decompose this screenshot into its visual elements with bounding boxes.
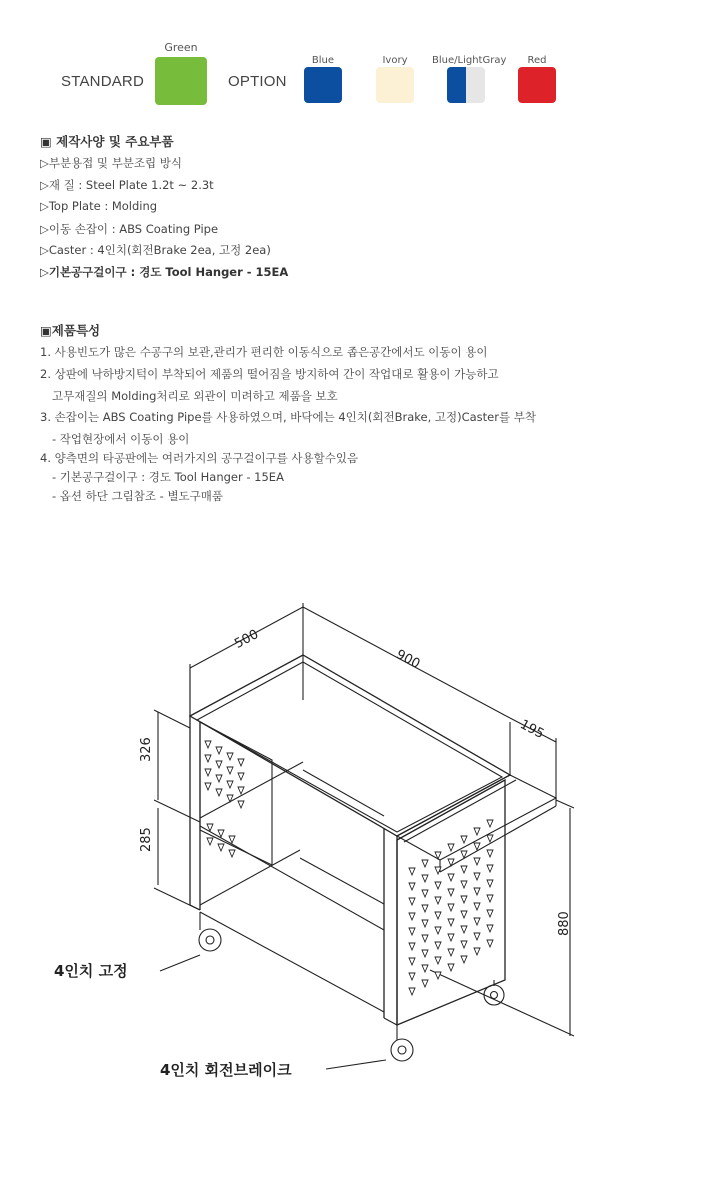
perforation-hole [409,913,415,920]
perforation-hole [218,830,224,837]
perforation-hole [216,747,222,754]
feature-line: 고무재질의 Molding처리로 외관이 미려하고 제품을 보호 [52,389,338,403]
perforation-hole [461,881,467,888]
perforation-hole [422,980,428,987]
perforation-hole [409,943,415,950]
feature-line: 2. 상판에 낙하방지턱이 부착되어 제품의 떨어짐을 방지하여 간이 작업대로 활용이 가능하고 [40,367,499,381]
perforation-hole [487,910,493,917]
perforation-hole [448,934,454,941]
perforation-hole [448,889,454,896]
perforation-hole [422,890,428,897]
perforation-hole [435,927,441,934]
perforation-hole [474,888,480,895]
ivory-label: Ivory [382,55,408,66]
perforation-hole [487,880,493,887]
perforation-hole [461,896,467,903]
perforation-hole [487,925,493,932]
perforation-hole [448,844,454,851]
perforation-hole [227,767,233,774]
perforation-hole [218,844,224,851]
bluelight-blue-half [447,67,466,103]
perforation-hole [461,941,467,948]
perforation-hole [487,850,493,857]
perforation-hole [238,759,244,766]
feature-line: 3. 손잡이는 ABS Coating Pipe를 사용하였으며, 바닥에는 4인치(회전Brake, 고정)Caster를 부착 [40,410,536,424]
perforation-hole [409,988,415,995]
bluelight-swatch[interactable] [447,67,485,103]
spec-item: ▷Caster : 4인치(회전Brake 2ea, 고정 2ea) [40,243,271,257]
perforation-hole [474,843,480,850]
feature-line: 4. 양측면의 타공판에는 여러가지의 공구걸이구를 사용할수있음 [40,451,359,465]
perforation-hole [409,868,415,875]
standard-label: STANDARD [61,73,144,90]
perforation-hole [461,836,467,843]
perforation-hole [422,875,428,882]
spec-item: ▷이동 손잡이 : ABS Coating Pipe [40,222,219,236]
perforation-hole [409,898,415,905]
perforation-hole [474,903,480,910]
perforation-hole [409,883,415,890]
perforation-hole [216,761,222,768]
perforation-hole [474,948,480,955]
dim-shelf2: 285 [139,827,154,852]
perforation-hole [422,965,428,972]
perforation-hole [487,940,493,947]
perforation-hole [448,874,454,881]
perforation-hole [435,972,441,979]
red-label: Red [527,55,547,66]
perforation-hole [216,775,222,782]
perforation-hole [205,741,211,748]
perforation-hole [487,835,493,842]
perforation-hole [448,919,454,926]
perforation-hole [435,882,441,889]
dim-depth: 500 [232,627,262,652]
perforation-hole [409,973,415,980]
blue-swatch[interactable] [304,67,342,103]
spec-item: ▷부분용접 및 부분조립 방식 [40,156,183,170]
caster-fixed-label: 4인치 고정 [54,962,128,980]
perforation-hole [422,920,428,927]
perforation-hole [227,753,233,760]
perforation-hole [205,769,211,776]
feature-line: - 옵션 하단 그림참조 - 별도구매품 [52,489,223,503]
perforation-hole [435,957,441,964]
perforation-hole [409,928,415,935]
spec-title: ▣ 제작사양 및 주요부품 [40,134,174,149]
perforation-hole [207,838,213,845]
perforation-hole [461,866,467,873]
perforation-hole [448,949,454,956]
perforation-hole [487,895,493,902]
spec-item: ▷기본공구걸이구 : 경도 Tool Hanger - 15EA [40,265,289,279]
perforation-hole [238,801,244,808]
dim-handle: 195 [517,717,547,743]
perforation-hole [474,873,480,880]
perforation-hole [422,935,428,942]
perforation-hole [474,858,480,865]
perforation-hole [227,781,233,788]
green-swatch[interactable] [155,57,207,105]
perforation-hole [435,912,441,919]
perforation-hole [461,926,467,933]
perforation-hole [461,911,467,918]
dim-height: 880 [557,911,572,936]
feature-line: - 작업현장에서 이동이 용이 [52,432,190,446]
perforation-hole [409,958,415,965]
perforation-hole [474,918,480,925]
bluelight-label: Blue/LightGray [432,55,507,66]
perforation-hole [474,828,480,835]
perforation-hole [435,942,441,949]
perforation-hole [474,933,480,940]
perforation-hole [205,783,211,790]
tool-cart-drawing [0,560,709,1120]
feature-line: 1. 사용빈도가 많은 수공구의 보관,관리가 편리한 이동식으로 좁은공간에서도 이동이 용이 [40,345,488,359]
perforation-hole [422,950,428,957]
feature-line: - 기본공구걸이구 : 경도 Tool Hanger - 15EA [52,470,284,484]
features-title: ▣제품특성 [40,323,101,338]
red-swatch[interactable] [518,67,556,103]
perforation-hole [238,773,244,780]
perforation-hole [422,905,428,912]
green-label: Green [164,41,198,54]
perforation-hole [461,956,467,963]
option-label: OPTION [228,73,287,90]
perforation-hole [487,820,493,827]
perforation-hole [229,850,235,857]
perforation-hole [216,789,222,796]
perforation-hole [435,897,441,904]
blue-label: Blue [311,55,335,66]
perforation-hole [487,865,493,872]
dim-width: 900 [393,647,423,673]
caster-brake-label: 4인치 회전브레이크 [160,1061,292,1079]
spec-item: ▷재 질 : Steel Plate 1.2t ~ 2.3t [40,178,214,192]
perforation-hole [229,836,235,843]
bluelight-gray-half [466,67,485,103]
perforation-hole [205,755,211,762]
dim-shelf1: 326 [139,737,154,762]
perforation-hole [422,860,428,867]
ivory-swatch[interactable] [376,67,414,103]
perforation-hole [238,787,244,794]
spec-item: ▷Top Plate : Molding [40,199,158,213]
perforation-hole [448,904,454,911]
perforation-hole [448,964,454,971]
